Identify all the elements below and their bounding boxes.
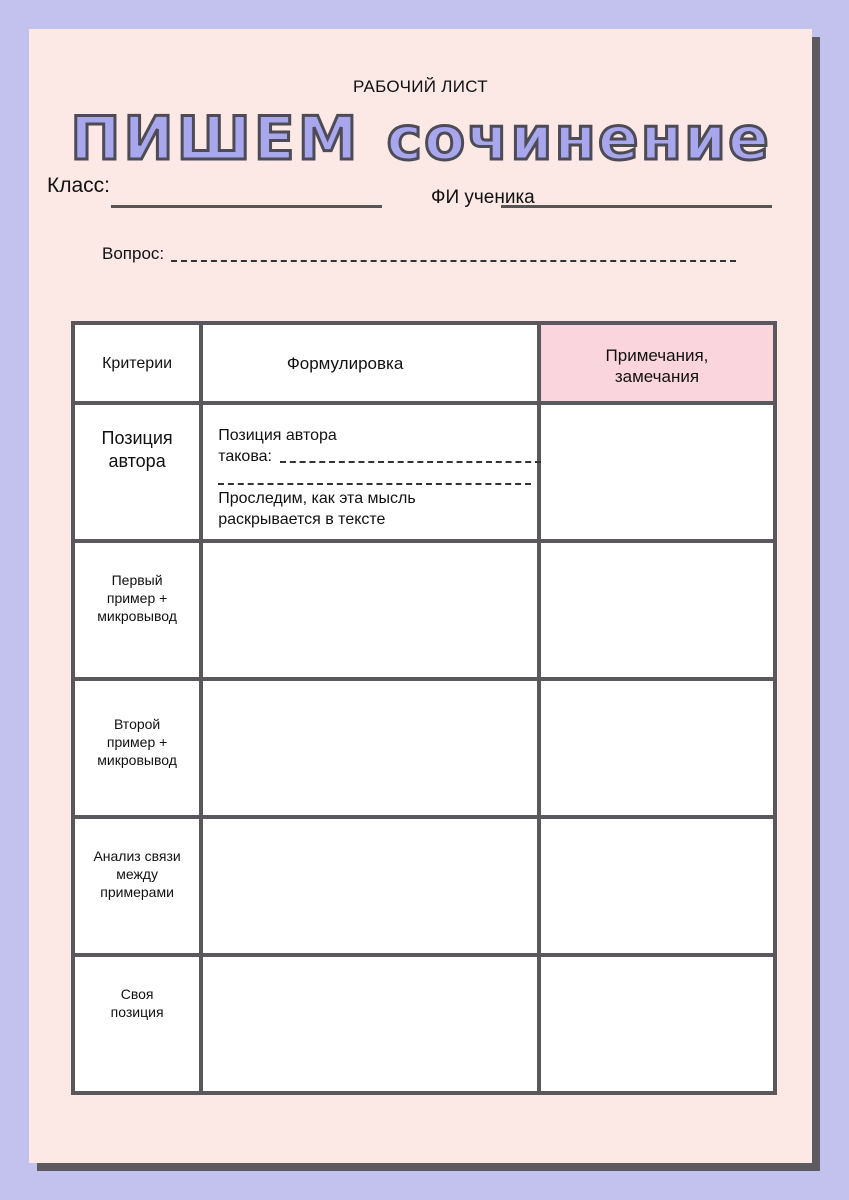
formulation-blank-1[interactable] bbox=[280, 461, 541, 463]
header-criteria-text: Критерии bbox=[102, 354, 173, 372]
notes-cell-author-position[interactable] bbox=[539, 403, 775, 541]
criterion-author-position: Позиция автора bbox=[101, 428, 173, 471]
class-label: Класс: bbox=[47, 174, 110, 197]
header-formulation-text: Формулировка bbox=[286, 353, 404, 373]
table-header-row bbox=[73, 323, 775, 403]
criterion-cell-author-position bbox=[73, 403, 201, 541]
criterion-cell-first-example bbox=[73, 541, 201, 679]
title-part-essay: сочинение bbox=[386, 104, 771, 174]
class-input-line[interactable] bbox=[111, 205, 382, 208]
essay-criteria-table bbox=[71, 321, 777, 1095]
formulation-line-4: раскрывается в тексте bbox=[218, 511, 386, 528]
criterion-link-analysis: Анализ связи между примерами bbox=[93, 848, 181, 900]
formulation-cell-link-analysis[interactable] bbox=[201, 817, 539, 955]
formulation-cell-author-position[interactable] bbox=[201, 403, 539, 541]
table-row bbox=[73, 541, 775, 679]
table-row bbox=[73, 817, 775, 955]
notes-cell-own-position[interactable] bbox=[539, 955, 775, 1093]
student-name-label: ФИ ученика bbox=[431, 187, 535, 208]
criterion-second-example: Второй пример + микровывод bbox=[97, 716, 177, 768]
worksheet-title bbox=[29, 99, 812, 179]
worksheet bbox=[29, 29, 812, 1163]
question-input-line[interactable] bbox=[171, 260, 736, 262]
table-row bbox=[73, 955, 775, 1093]
formulation-cell-second-example[interactable] bbox=[201, 679, 539, 817]
formulation-blank-2[interactable] bbox=[218, 483, 531, 485]
criterion-cell-own-position bbox=[73, 955, 201, 1093]
criterion-first-example: Первый пример + микровывод bbox=[97, 572, 177, 624]
header-formulation bbox=[201, 323, 539, 403]
question-label: Вопрос: bbox=[102, 244, 165, 263]
criterion-cell-second-example bbox=[73, 679, 201, 817]
student-name-input-line[interactable] bbox=[501, 205, 772, 208]
table-row bbox=[73, 679, 775, 817]
formulation-cell-first-example[interactable] bbox=[201, 541, 539, 679]
worksheet-subtitle: РАБОЧИЙ ЛИСТ bbox=[353, 77, 488, 96]
formulation-line-1: Позиция автора bbox=[218, 427, 337, 444]
criterion-own-position: Своя позиция bbox=[110, 986, 164, 1020]
header-notes bbox=[539, 323, 775, 403]
formulation-line-2: такова: bbox=[218, 448, 272, 465]
formulation-template bbox=[203, 405, 537, 539]
formulation-cell-own-position[interactable] bbox=[201, 955, 539, 1093]
header-criteria bbox=[73, 323, 201, 403]
notes-cell-first-example[interactable] bbox=[539, 541, 775, 679]
table-row bbox=[73, 403, 775, 541]
notes-cell-second-example[interactable] bbox=[539, 679, 775, 817]
notes-cell-link-analysis[interactable] bbox=[539, 817, 775, 955]
header-notes-text: Примечания, замечания bbox=[605, 346, 709, 386]
title-part-write: ПИШЕМ bbox=[70, 104, 361, 174]
criterion-cell-link-analysis bbox=[73, 817, 201, 955]
formulation-line-3: Проследим, как эта мысль bbox=[218, 490, 416, 507]
